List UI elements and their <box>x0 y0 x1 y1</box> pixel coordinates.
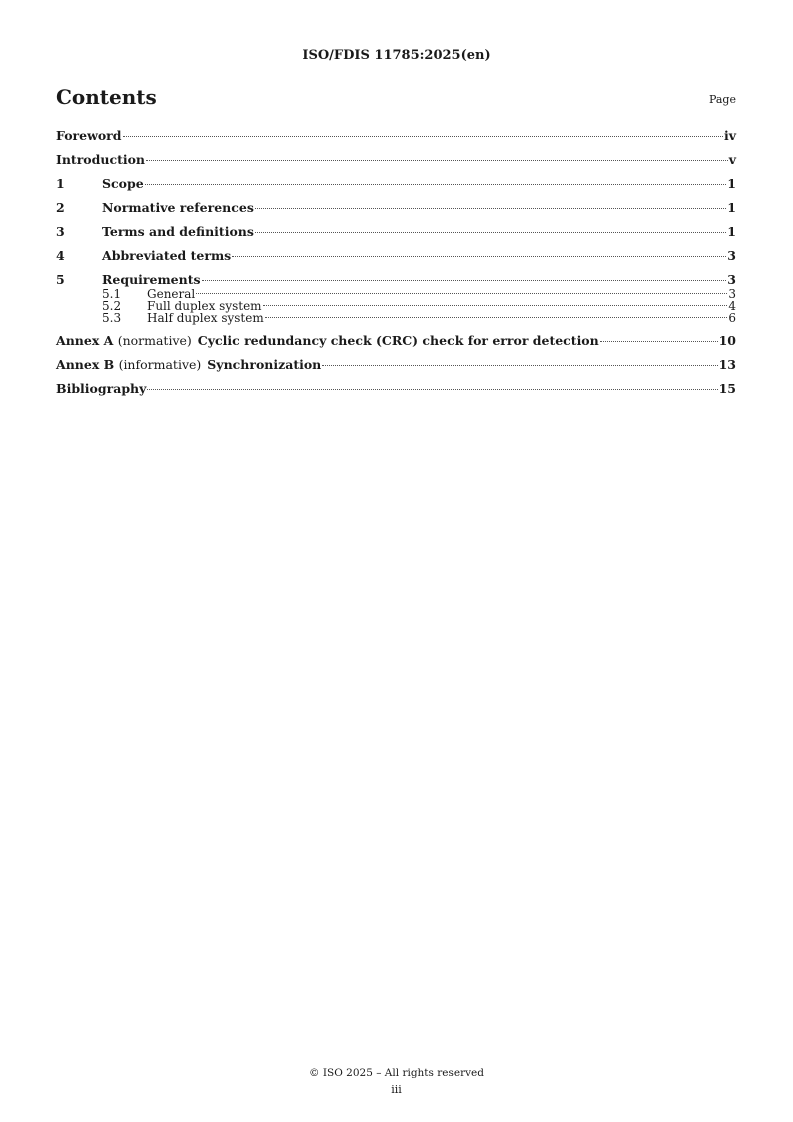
toc-entry-page: 1 <box>727 176 736 191</box>
dot-leader <box>255 207 726 209</box>
annex-type: (informative) <box>118 357 202 372</box>
toc-entry-page: v <box>728 152 736 167</box>
toc-entry-title <box>56 333 599 348</box>
footer-page-number: iii <box>391 1083 402 1096</box>
toc-entry-normative-references[interactable] <box>56 200 736 215</box>
toc-entry-scope[interactable] <box>56 176 736 191</box>
document-header: ISO/FDIS 11785:2025(en) <box>302 48 491 63</box>
dot-leader <box>255 231 726 233</box>
annex-title: Cyclic redundancy check (CRC) check for error detection <box>197 333 599 348</box>
annex-type: (normative) <box>117 333 192 348</box>
toc-entry-page: 3 <box>727 272 736 287</box>
contents-title: Contents <box>56 85 157 109</box>
toc-entry-number: 5.1 <box>102 287 122 301</box>
toc-entry-title: Terms and definitions <box>102 224 254 239</box>
toc-entry-terms-and-definitions[interactable] <box>56 224 736 239</box>
toc-entry-title: Requirements <box>102 272 201 287</box>
toc-entry-bibliography[interactable] <box>56 381 736 396</box>
toc-entry-title: Foreword <box>56 128 122 143</box>
annex-prefix: Annex B <box>56 357 115 372</box>
toc-entry-abbreviated-terms[interactable] <box>56 248 736 263</box>
toc-entry-title <box>56 357 321 372</box>
toc-entry-title: Half duplex system <box>147 311 264 325</box>
toc-entry-number: 2 <box>56 200 65 215</box>
toc-entry-page: 13 <box>718 357 736 372</box>
dot-leader <box>322 364 717 366</box>
dot-leader <box>147 388 717 390</box>
toc-entry-page: 3 <box>728 287 736 301</box>
toc-entry-title: General <box>147 287 196 301</box>
toc-entry-number: 1 <box>56 176 65 191</box>
toc-entry-page: 15 <box>718 381 736 396</box>
dot-leader <box>202 279 727 281</box>
toc-entry-number: 4 <box>56 248 65 263</box>
dot-leader <box>600 340 718 342</box>
toc-entry-number: 5.3 <box>102 311 122 325</box>
toc-entry-requirements[interactable] <box>56 272 736 287</box>
dot-leader <box>232 255 726 257</box>
toc-entry-number: 5.2 <box>102 299 122 313</box>
dot-leader <box>146 159 728 161</box>
footer-copyright: © ISO 2025 – All rights reserved <box>309 1067 484 1079</box>
toc-entry-page: 1 <box>727 200 736 215</box>
toc-entry-title: Abbreviated terms <box>102 248 232 263</box>
toc-entry-introduction[interactable] <box>56 152 736 167</box>
toc-entry-title: Introduction <box>56 152 146 167</box>
table-of-contents <box>56 128 736 396</box>
toc-entry-title: Scope <box>102 176 144 191</box>
toc-subentry-half-duplex-system[interactable] <box>56 312 736 324</box>
dot-leader <box>263 304 728 306</box>
toc-entry-page: 6 <box>728 311 736 325</box>
annex-title: Synchronization <box>207 357 322 372</box>
dot-leader <box>265 316 728 318</box>
toc-entry-title: Full duplex system <box>147 299 262 313</box>
toc-entry-page: iv <box>723 128 736 143</box>
toc-entry-annex-a[interactable] <box>56 333 736 348</box>
dot-leader <box>196 292 727 294</box>
toc-entry-foreword[interactable] <box>56 128 736 143</box>
dot-leader <box>123 135 723 137</box>
toc-entry-page: 4 <box>728 299 736 313</box>
toc-entry-page: 1 <box>727 224 736 239</box>
toc-entry-title: Normative references <box>102 200 254 215</box>
toc-entry-title: Bibliography <box>56 381 147 396</box>
toc-entry-page: 3 <box>727 248 736 263</box>
toc-entry-number: 3 <box>56 224 65 239</box>
page-column-label: Page <box>708 93 736 106</box>
toc-entry-number: 5 <box>56 272 65 287</box>
dot-leader <box>145 183 727 185</box>
toc-entry-annex-b[interactable] <box>56 357 736 372</box>
annex-prefix: Annex A <box>56 333 114 348</box>
toc-entry-page: 10 <box>718 333 736 348</box>
